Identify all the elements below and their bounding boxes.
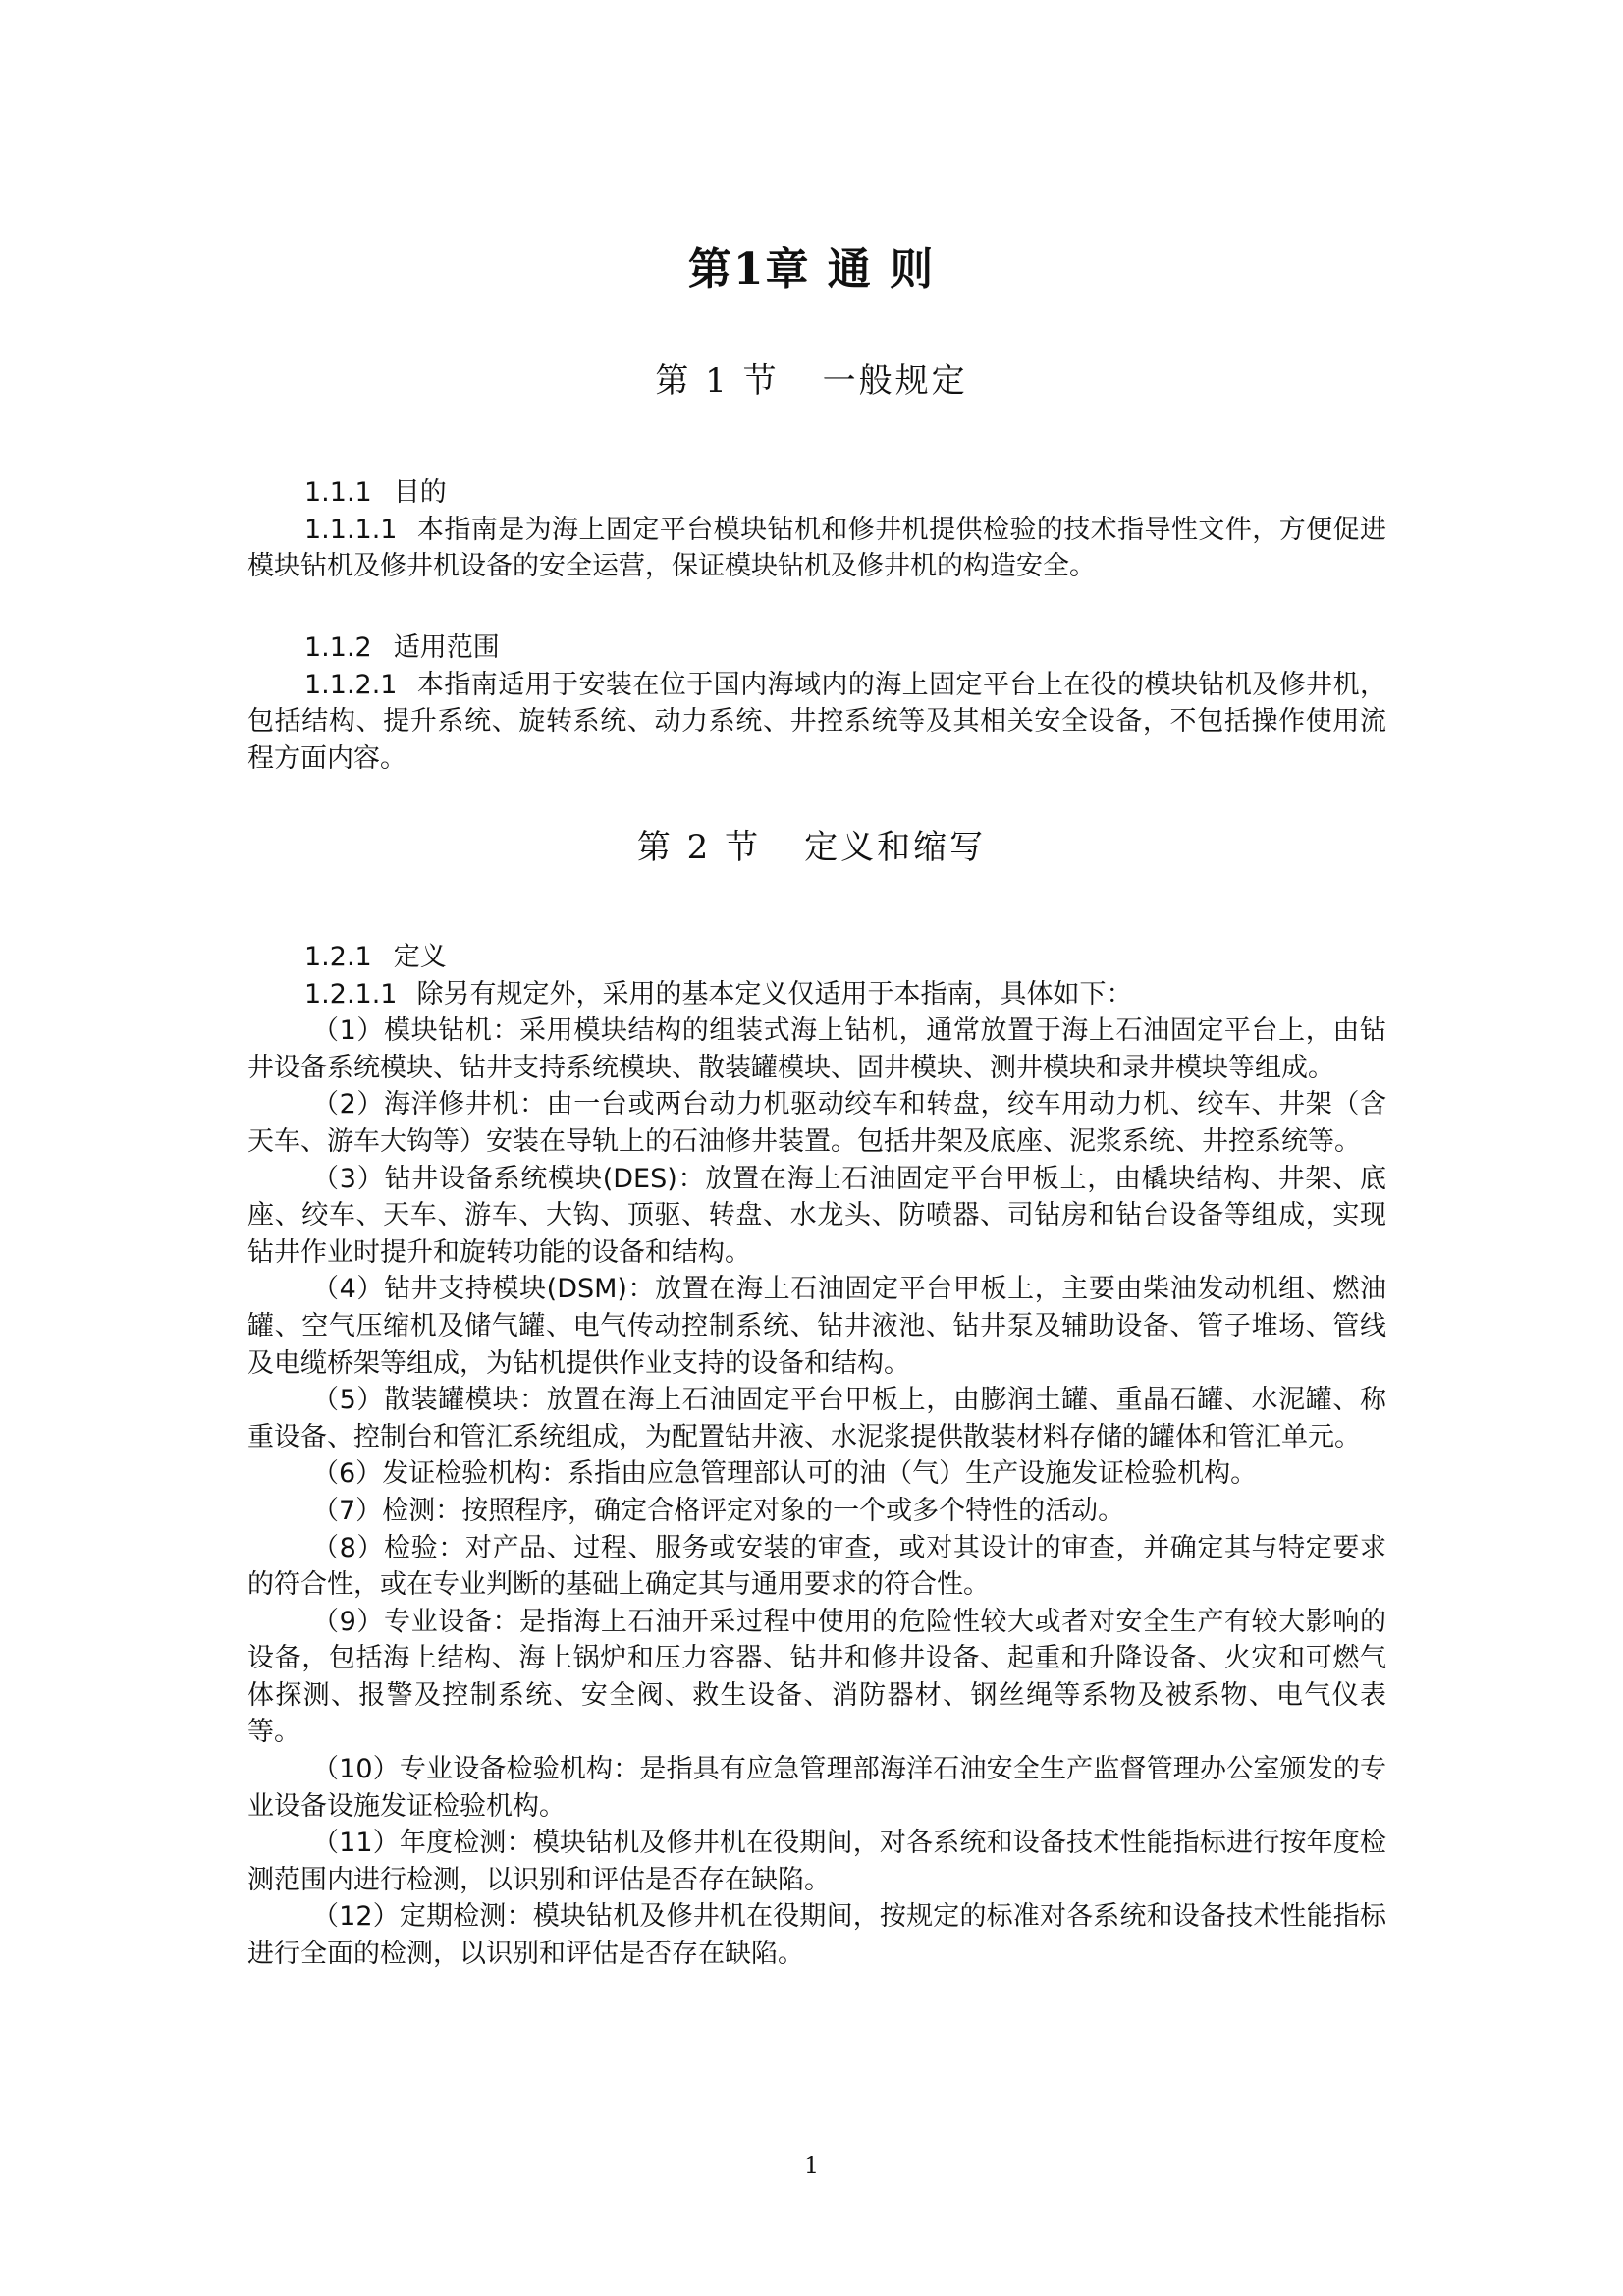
subsection-1-1-2: [247, 629, 1386, 777]
clause-number: 1.1.1.1: [304, 514, 398, 545]
subsection-title: 定义: [393, 942, 447, 972]
section-1-name: 一般规定: [822, 361, 968, 401]
page-number: 1: [803, 2152, 820, 2179]
definition-item: （3）钻井设备系统模块(DES)：放置在海上石油固定平台甲板上，由橇块结构、井架、底座、绞车、天车、游车、大钩、顶驱、转盘、水龙头、防喷器、司钻房和钻台设备等组成，实现钻井作业时提升和旋转功能的设备和结构。: [247, 1163, 1386, 1268]
section-2-title: [0, 823, 1623, 872]
definition-item: （8）检验：对产品、过程、服务或安装的审查，或对其设计的审查，并确定其与特定要求的符合性，或在专业判断的基础上确定其与通用要求的符合性。: [247, 1532, 1386, 1601]
subsection-title: 适用范围: [393, 632, 500, 663]
subsection-heading: [247, 629, 1386, 667]
definition-item: （5）散装罐模块：放置在海上石油固定平台甲板上，由膨润土罐、重晶石罐、水泥罐、称重设备、控制台和管汇系统组成，为配置钻井液、水泥浆提供散装材料存储的罐体和管汇单元。: [247, 1385, 1386, 1452]
clause-paragraph: [247, 667, 1386, 778]
definition-item: （4）钻井支持模块(DSM)：放置在海上石油固定平台甲板上，主要由柴油发动机组、燃油罐、空气压缩机及储气罐、电气传动控制系统、钻井液池、钻井泵及辅助设备、管子堆场、管线及电缆桥架等组成，为钻机提供作业支持的设备和结构。: [247, 1274, 1386, 1379]
clause-text: 本指南是为海上固定平台模块钻机和修井机提供检验的技术指导性文件，方便促进模块钻机及修井机设备的安全运营，保证模块钻机及修井机的构造安全。: [247, 514, 1386, 582]
subsection-title: 目的: [393, 477, 447, 508]
subsection-number: 1.2.1: [304, 942, 372, 972]
definition-item: （6）发证检验机构：系指由应急管理部认可的油（气）生产设施发证检验机构。: [312, 1458, 1258, 1490]
subsection-1-2-1: [247, 939, 1386, 1973]
section-1-number: 第 1 节: [655, 361, 780, 401]
section-2-name: 定义和缩写: [804, 828, 987, 867]
clause-number: 1.1.2.1: [304, 669, 398, 700]
section-1-title: [0, 356, 1623, 406]
definition-item: （2）海洋修井机：由一台或两台动力机驱动绞车和转盘，绞车用动力机、绞车、井架（含天车、游车大钩等）安装在导轨上的石油修井装置。包括井架及底座、泥浆系统、井控系统等。: [247, 1089, 1386, 1157]
section-2-number: 第 2 节: [636, 828, 762, 867]
definition-item: （1）模块钻机：采用模块结构的组装式海上钻机，通常放置于海上石油固定平台上，由钻井设备系统模块、钻井支持系统模块、散装罐模块、固井模块、测井模块和录井模块等组成。: [247, 1015, 1386, 1083]
clause-text: 除另有规定外，采用的基本定义仅适用于本指南，具体如下：: [416, 978, 1133, 1010]
chapter-title: 第1章 通 则: [687, 245, 936, 295]
definition-item: （10）专业设备检验机构：是指具有应急管理部海洋石油安全生产监督管理办公室颁发的专业设备设施发证检验机构。: [247, 1754, 1386, 1822]
clause-paragraph: [247, 976, 1386, 1013]
subsection-number: 1.1.2: [304, 632, 372, 663]
clause-text: 本指南适用于安装在位于国内海域内的海上固定平台上在役的模块钻机及修井机，包括结构、提升系统、旋转系统、动力系统、井控系统等及其相关安全设备，不包括操作使用流程方面内容。: [247, 669, 1386, 774]
clause-paragraph: [247, 512, 1386, 585]
definition-item: （7）检测：按照程序，确定合格评定对象的一个或多个特性的活动。: [312, 1495, 1125, 1526]
clause-number: 1.2.1.1: [304, 978, 398, 1010]
definition-item: （12）定期检测：模块钻机及修井机在役期间，按规定的标准对各系统和设备技术性能指标进行全面的检测，以识别和评估是否存在缺陷。: [247, 1901, 1386, 1970]
definition-item: （9）专业设备：是指海上石油开采过程中使用的危险性较大或者对安全生产有较大影响的设备，包括海上结构、海上锅炉和压力容器、钻井和修井设备、起重和升降设备、火灾和可燃气体探测、报警及控制系统、安全阀、救生设备、消防器材、钢丝绳等系物及被系物、电气仪表等。: [247, 1606, 1386, 1748]
subsection-number: 1.1.1: [304, 477, 372, 508]
definition-item: （11）年度检测：模块钻机及修井机在役期间，对各系统和设备技术性能指标进行按年度检测范围内进行检测，以识别和评估是否存在缺陷。: [247, 1828, 1386, 1895]
subsection-heading: [247, 939, 1386, 976]
subsection-1-1-1: [247, 474, 1386, 585]
subsection-heading: [247, 474, 1386, 512]
